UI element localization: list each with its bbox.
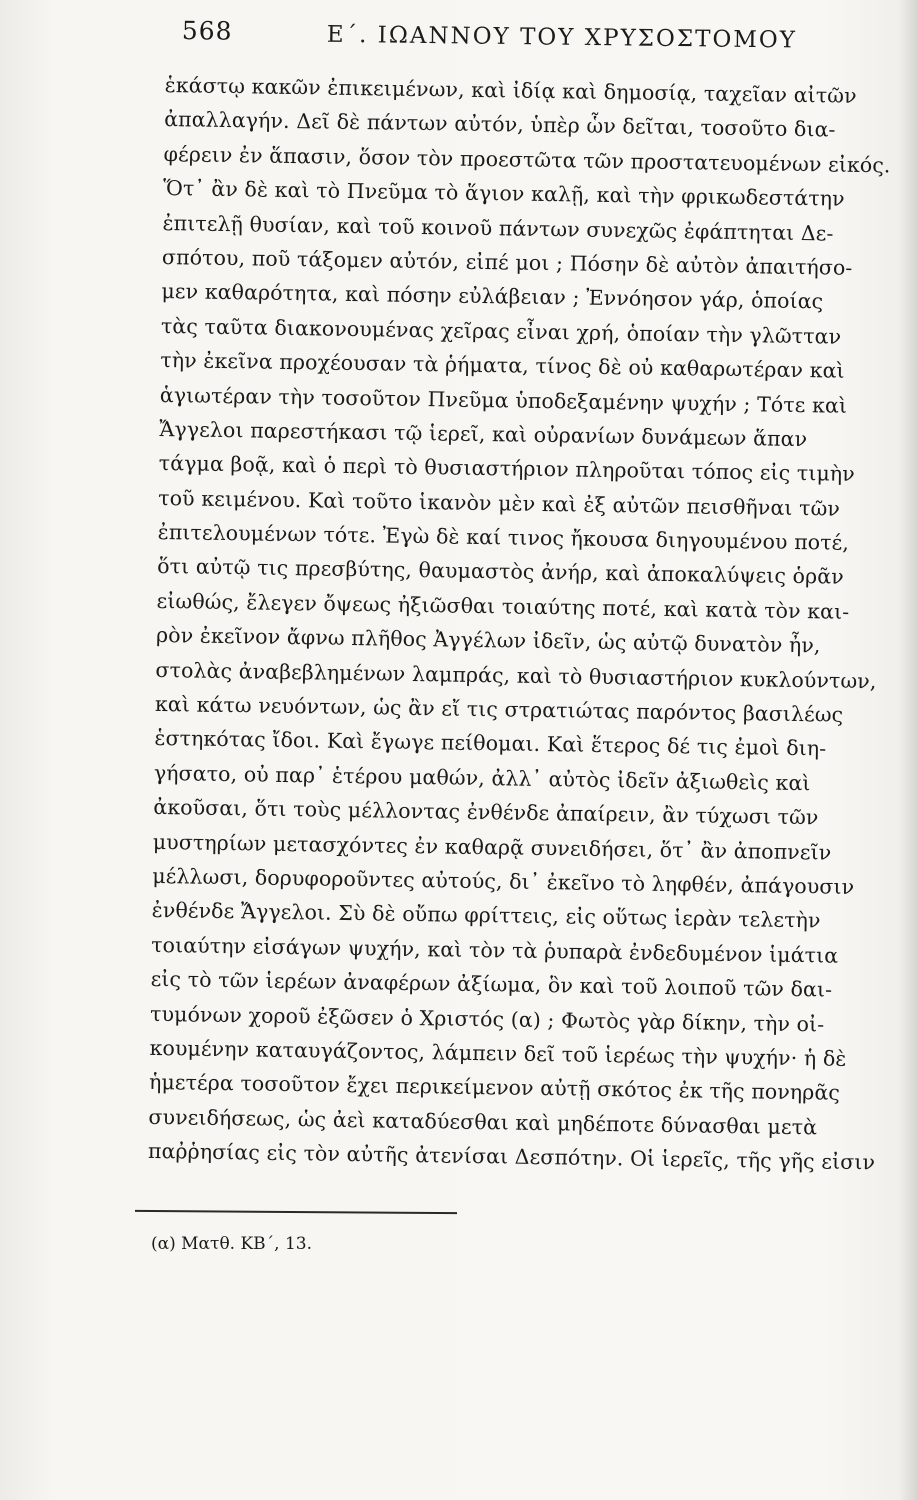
text-line: ἡμετέρα τοσοῦτον ἔχει περικείμενον αὐτῇ σκότος ἐκ τῆς πονηρᾶς — [148, 1070, 841, 1106]
text-line: συνειδήσεως, ὡς ἀεὶ καταδύεσθαι καὶ μηδέποτε δύνασθαι μετὰ — [148, 1104, 818, 1140]
text-line: εἰωθώς, ἔλεγεν ὄψεως ἠξιῶσθαι τοιαύτης ποτέ, καὶ κατὰ τὸν και- — [156, 588, 850, 624]
text-line: τὴν ἐκεῖνα προχέουσαν τὰ ῥήματα, τίνος δὲ οὐ καθαρωτέραν καὶ — [160, 348, 845, 383]
text-line: καὶ κάτω νευόντων, ὡς ἂν εἴ τις στρατιώτας παρόντος βασιλέως — [154, 691, 844, 727]
page-header — [181, 16, 798, 63]
text-line: μέλλωσι, δορυφοροῦντες αὐτούς, δι᾽ ἐκεῖνο τὸ ληφθέν, ἀπάγουσιν — [152, 863, 855, 899]
footnote-rule — [135, 1210, 457, 1214]
text-line: παῤῥησίας εἰς τὸν αὐτῆς ἀτενίσαι Δεσπότην. Οἱ ἱερεῖς, τῆς γῆς εἰσιν — [147, 1138, 876, 1175]
body-text — [147, 68, 891, 1179]
text-line: ἐπιτελουμένων τότε. Ἐγὼ δὲ καί τινος ἤκουσα διηγουμένου ποτέ, — [157, 520, 850, 555]
text-line: τυμόνων χοροῦ ἐξῶσεν ὁ Χριστός (α) ; Φωτὸς γὰρ δίκην, τὴν οἰ- — [149, 1001, 825, 1037]
text-line: ἁγιωτέραν τὴν τοσοῦτον Πνεῦμα ὑποδεξαμένην ψυχήν ; Τότε καὶ — [159, 382, 848, 418]
text-line: ρὸν ἐκεῖνον ἄφνω πλῆθος Ἀγγέλων ἰδεῖν, ὡς αὐτῷ δυνατὸν ἦν, — [155, 623, 821, 658]
text-line: ἀπαλλαγήν. Δεῖ δὲ πάντων αὐτόν, ὑπὲρ ὧν δεῖται, τοσοῦτο δια- — [164, 107, 836, 142]
footnote: (α) Ματθ. ΚΒ΄, 13. — [151, 1234, 313, 1254]
text-line: γήσατο, οὐ παρ᾽ ἑτέρου μαθών, ἀλλ᾽ αὐτὸς ἰδεῖν ἀξιωθεὶς καὶ — [153, 760, 811, 796]
text-line: στολὰς ἀναβεβλημένων λαμπράς, καὶ τὸ θυσιαστήριον κυκλούντων, — [155, 657, 877, 693]
text-line: σπότου, ποῦ τάξομεν αὐτόν, εἰπέ μοι ; Πόσην δὲ αὐτὸν ἀπαιτήσο- — [161, 244, 853, 280]
text-line: τοιαύτην εἰσάγων ψυχήν, καὶ τὸν τὰ ῥυπαρὰ ἐνδεδυμένον ἱμάτια — [151, 932, 839, 968]
text-line: τὰς ταῦτα διακονουμένας χεῖρας εἶναι χρή, ὁποίαν τὴν γλῶτταν — [160, 313, 842, 349]
text-line: μυστηρίων μετασχόντες ἐν καθαρᾷ συνειδήσει, ὅτ᾽ ἂν ἀποπνεῖν — [152, 829, 832, 865]
page-number: 568 — [181, 16, 233, 46]
text-line: Ἄγγελοι παρεστήκασι τῷ ἱερεῖ, καὶ οὐρανίων δυνάμεων ἅπαν — [159, 416, 808, 452]
text-line: ἀκοῦσαι, ὅτι τοὺς μέλλοντας ἐνθένδε ἀπαίρειν, ἂν τύχωσι τῶν — [153, 795, 819, 830]
running-head: Ε΄. ΙΩΑΝΝΟΥ ΤΟΥ ΧΡΥΣΟΣΤΟΜΟΥ — [326, 21, 798, 54]
text-line: ὅτι αὐτῷ τις πρεσβύτης, θαυμαστὸς ἀνήρ, καὶ ἀποκαλύψεις ὁρᾶν — [156, 554, 844, 590]
text-line: ἑκάστῳ κακῶν ἐπικειμένων, καὶ ἰδίᾳ καὶ δημοσίᾳ, ταχεῖαν αἰτῶν — [164, 72, 857, 108]
text-line: τάγμα βοᾷ, καὶ ὁ περὶ τὸ θυσιαστήριον πληροῦται τόπος εἰς τιμὴν — [158, 451, 856, 487]
text-line: Ὅτ᾽ ἂν δὲ καὶ τὸ Πνεῦμα τὸ ἅγιον καλῇ, καὶ τὴν φρικωδεστάτην — [162, 176, 845, 211]
text-line: τοῦ κειμένου. Καὶ τοῦτο ἱκανὸν μὲν καὶ ἐξ αὐτῶν πεισθῆναι τῶν — [158, 485, 841, 521]
text-line: εἰς τὸ τῶν ἱερέων ἀναφέρων ἀξίωμα, ὃν καὶ τοῦ λοιποῦ τῶν δαι- — [150, 967, 833, 1002]
text-line: μεν καθαρότητα, καὶ πόσην εὐλάβειαν ; Ἐννόησον γάρ, ὁποίας — [161, 279, 824, 314]
text-line: κουμένην καταυγάζοντος, λάμπειν δεῖ τοῦ ἱερέως τὴν ψυχήν· ἡ δὲ — [149, 1035, 847, 1071]
text-line: φέρειν ἐν ἅπασιν, ὅσον τὸν προεστῶτα τῶν προστατευομένων εἰκός. — [163, 141, 891, 178]
text-line: ἐνθένδε Ἄγγελοι. Σὺ δὲ οὔπω φρίττεις, εἰς οὕτως ἱερὰν τελετὴν — [151, 898, 821, 933]
text-line: ἐπιτελῇ θυσίαν, καὶ τοῦ κοινοῦ πάντων συνεχῶς ἐφάπτηται Δε- — [162, 210, 834, 246]
page-edge-shadow — [899, 0, 917, 1500]
text-line: ἑστηκότας ἴδοι. Καὶ ἔγωγε πείθομαι. Καὶ ἕτερος δέ τις ἐμοὶ διη- — [154, 726, 827, 761]
